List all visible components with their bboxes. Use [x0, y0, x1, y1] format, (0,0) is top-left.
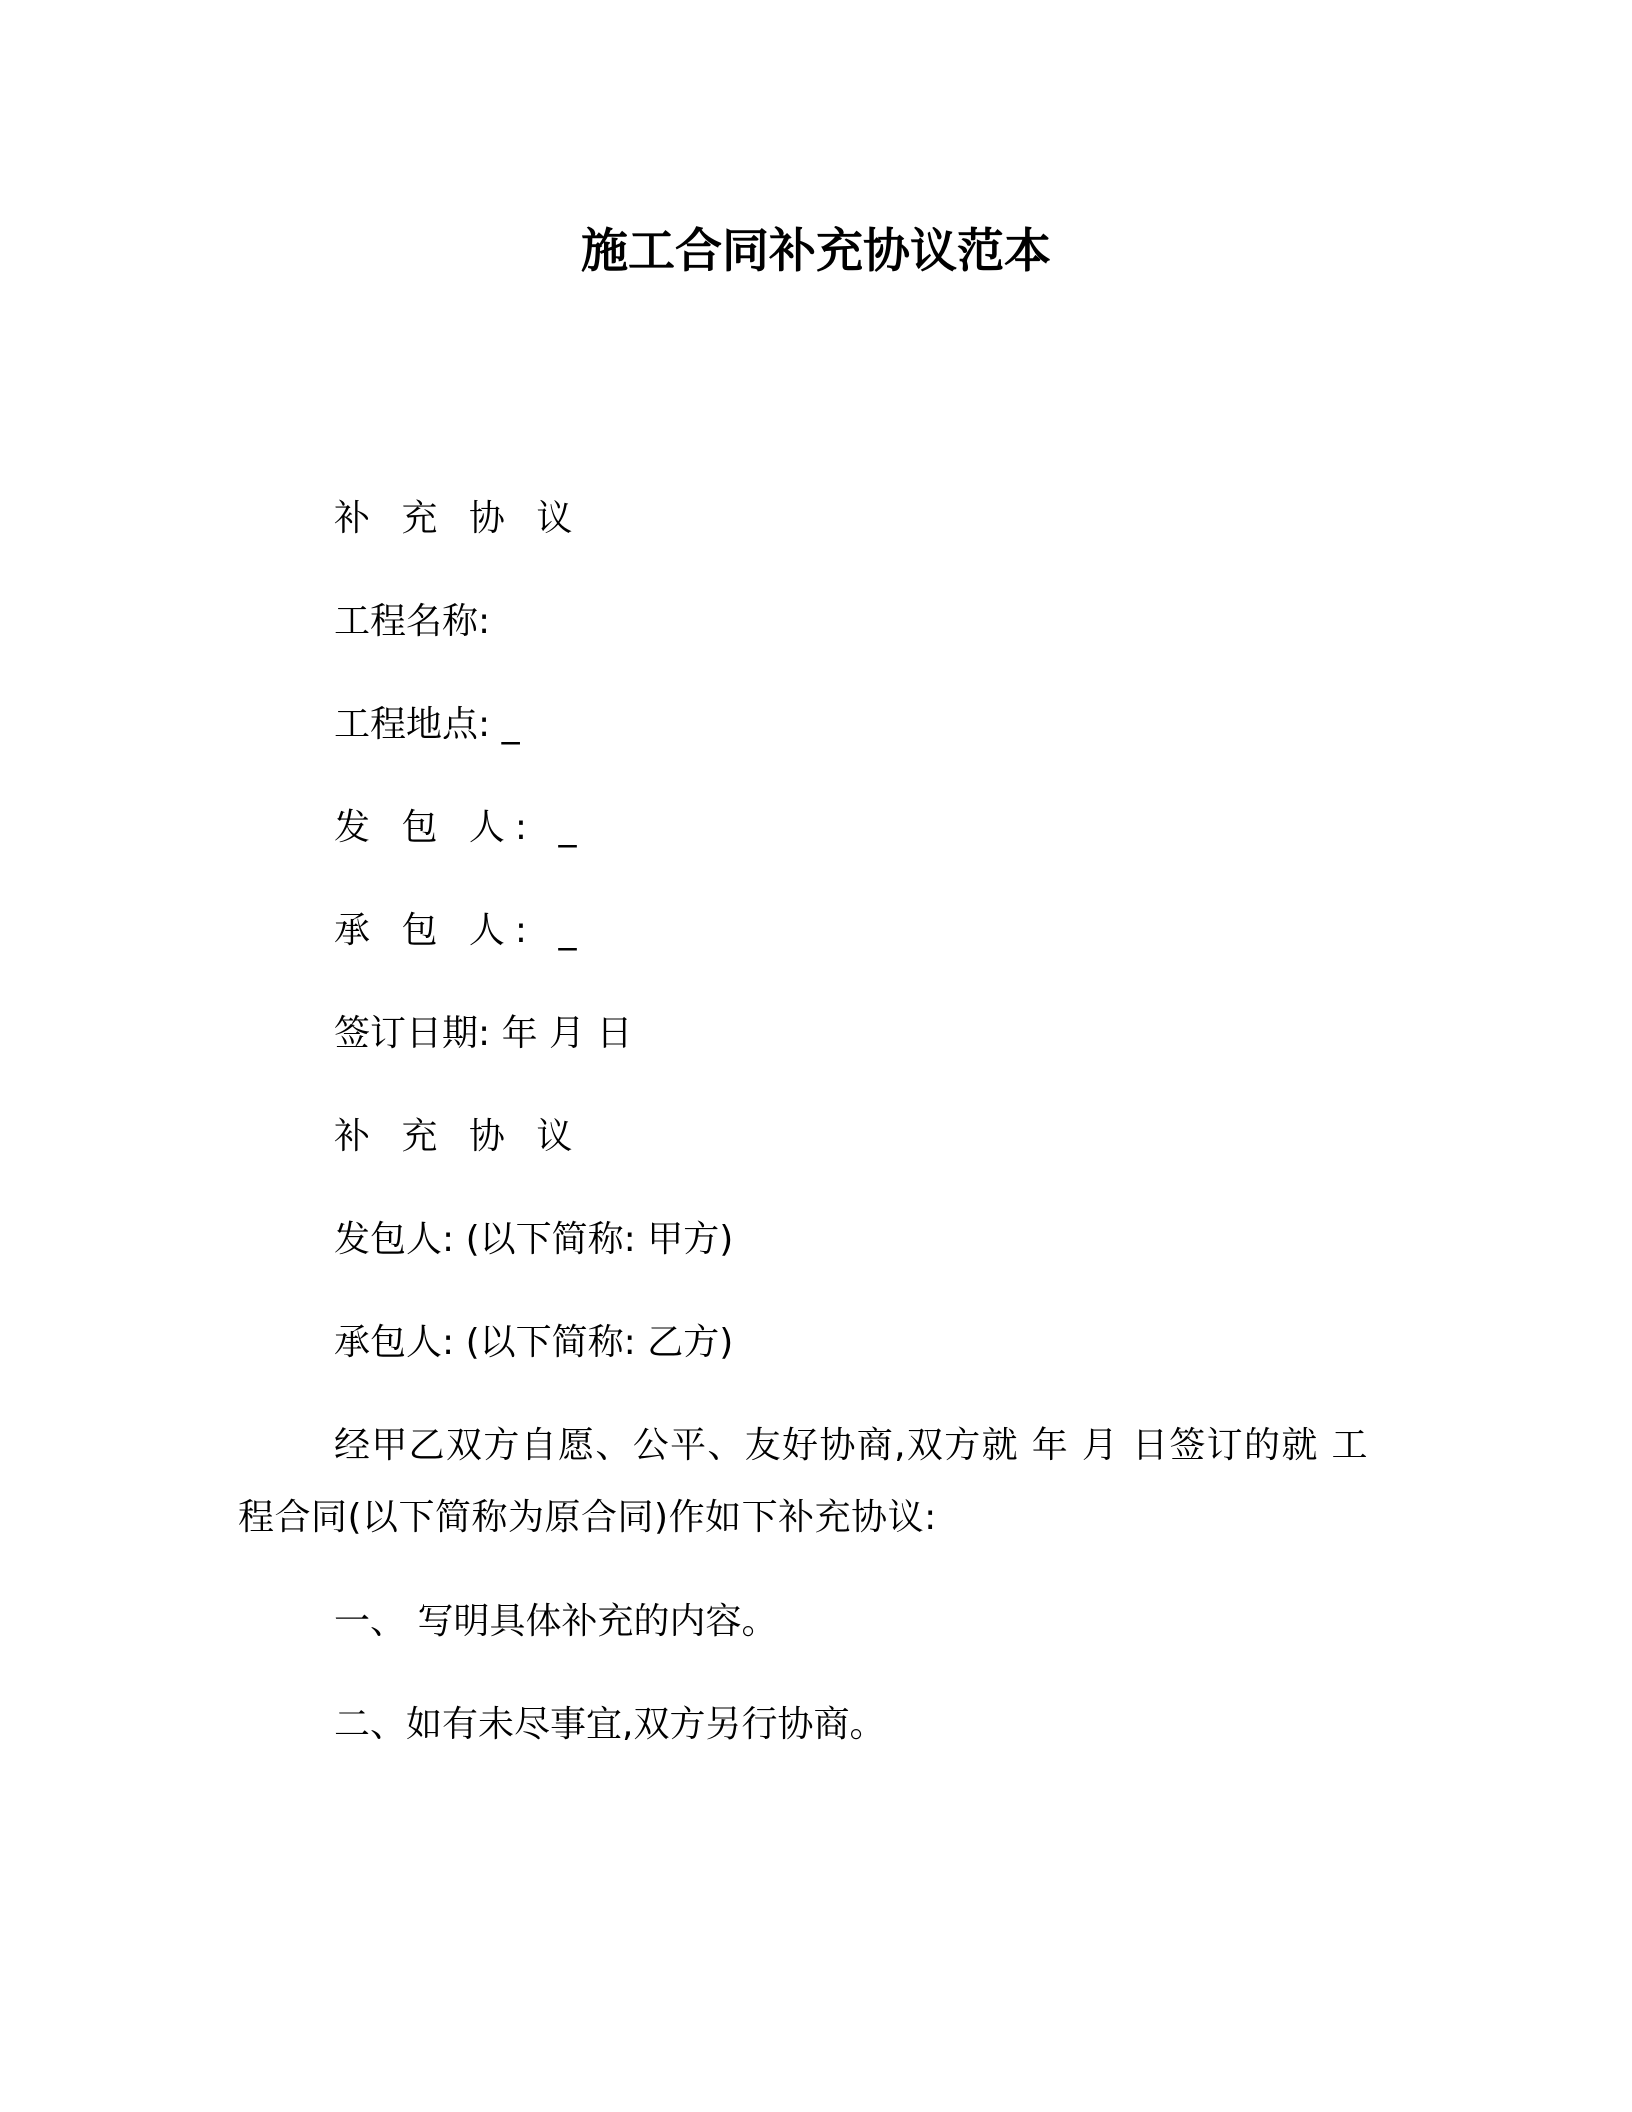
employer-field: 发 包 人: _ — [334, 807, 587, 848]
body-heading: 补 充 协 议 — [334, 1116, 583, 1157]
project-location-field: 工程地点: _ — [334, 704, 520, 745]
preamble-paragraph: 经甲乙双方自愿、公平、友好协商,双方就 年 月 日签订的就 工程合同(以下简称为原合同)作如下补充协议: — [238, 1425, 1368, 1538]
header-heading: 补 充 协 议 — [334, 498, 583, 539]
clause-2: 二、如有未尽事宜,双方另行协商。 — [334, 1704, 886, 1745]
clause-1: 一、 写明具体补充的内容。 — [334, 1601, 778, 1642]
party-b-line: 承包人: (以下简称: 乙方) — [334, 1322, 734, 1363]
sign-date-field: 签订日期: 年 月 日 — [334, 1013, 633, 1054]
contractor-field: 承 包 人: _ — [334, 910, 587, 951]
project-name-field: 工程名称: — [334, 601, 491, 642]
document-title: 施工合同补充协议范本 — [581, 224, 1051, 279]
party-a-line: 发包人: (以下简称: 甲方) — [334, 1219, 734, 1260]
